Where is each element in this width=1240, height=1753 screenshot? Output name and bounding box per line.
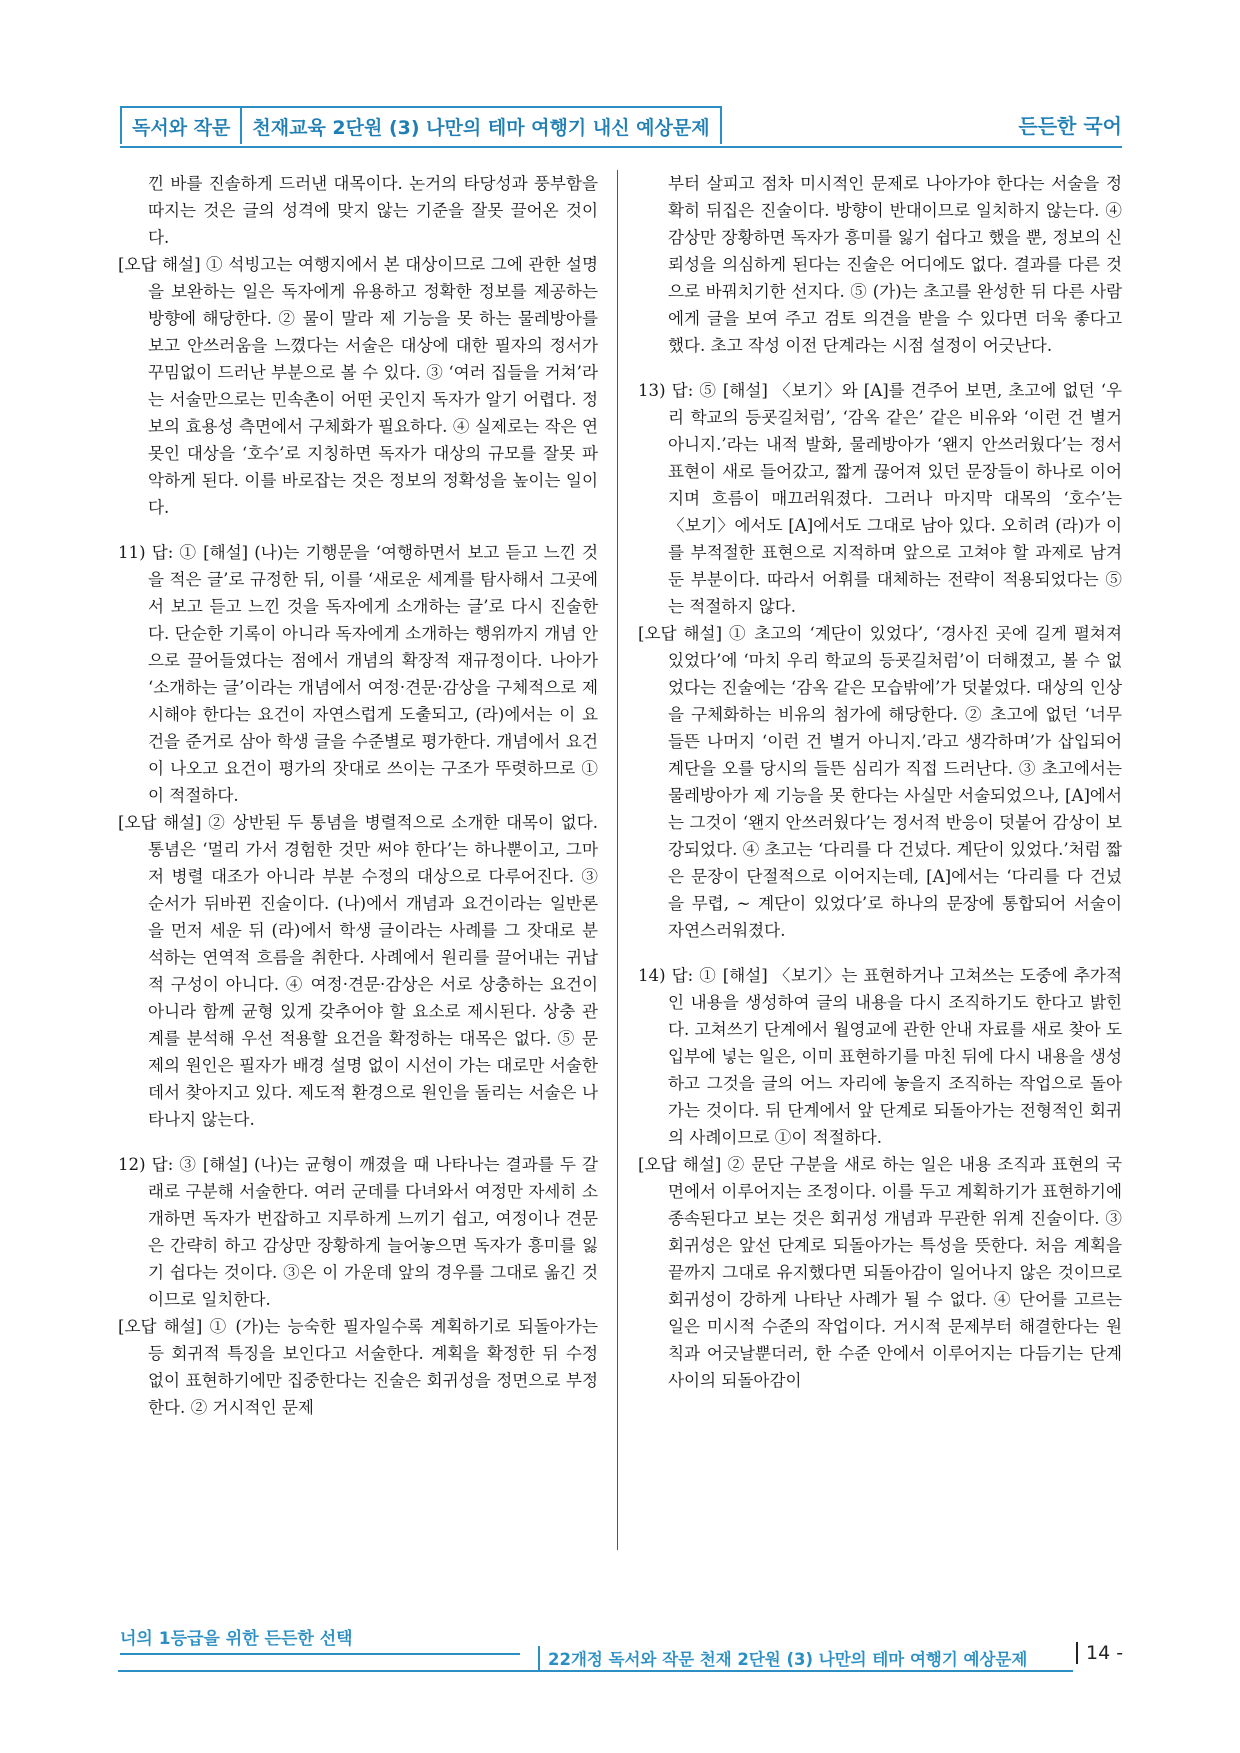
paragraph: [오답 해설] ② 상반된 두 통념을 병렬적으로 소개한 대목이 없다. 통념은 ‘멀리 가서 경험한 것만 써야 한다’는 하나뿐이고, 그마저 병렬 대조가 아니라 부분 수정의 대상으로 다루어진다. ③ 순서가 뒤바뀐 진술이다. (나)에서 개념과 요건이라는 일반론을 먼저 세운 뒤 (라)에서 학생 글이라는 사례를 그 잣대로 분석하는 연역적 흐름을 취한다. 사례에서 원리를 끌어내는 귀납적 구성이 아니다. ④ 여정·견문·감상은 서로 상충하는 요건이 아니라 함께 균형 있게 갖추어야 할 요소로 제시된다. 상충 관계를 분석해 우선 적용할 요건을 확정하는 대목은 없다. ⑤ 문제의 원인은 필자가 배경 설명 없이 시선이 가는 대로만 서술한 데서 찾아지고 있다. 제도적 환경으로 원인을 돌리는 서술은 나타나지 않는다. xyxy=(118,813,598,1129)
paragraph: 11) 답: ① [해설] (나)는 기행문을 ‘여행하면서 보고 듣고 느낀 것을 적은 글’로 규정한 뒤, 이를 ‘새로운 세계를 탐사해서 그곳에서 보고 듣고 느낀 것을 독자에게 소개하는 글’로 다시 진술한다. 단순한 기록이 아니라 독자에게 소개하는 행위까지 개념 안으로 끌어들였다는 점에서 개념의 확장적 재규정이다. 나아가 ‘소개하는 글’이라는 개념에서 여정·견문·감상을 구체적으로 제시해야 한다는 요건이 자연스럽게 도출되고, (라)에서는 이 요건을 준거로 삼아 학생 글을 수준별로 평가한다. 개념에서 요건이 나오고 요건이 평가의 잣대로 쓰이는 구조가 뚜렷하므로 ①이 적절하다. xyxy=(118,543,598,805)
paragraph: 낀 바를 진솔하게 드러낸 대목이다. 논거의 타당성과 풍부함을 따지는 것은 글의 성격에 맞지 않는 기준을 잘못 끌어온 것이다. xyxy=(148,174,598,247)
footer-rule xyxy=(118,1670,1073,1672)
paragraph: [오답 해설] ① (가)는 능숙한 필자일수록 계획하기로 되돌아가는 등 회귀적 특징을 보인다고 서술한다. 계획을 확정한 뒤 수정 없이 표현하기에만 집중한다는 진술은 회귀성을 정면으로 부정한다. ② 거시적인 문제 xyxy=(118,1317,598,1417)
document-title: 천재교육 2단원 (3) 나만의 테마 여행기 내신 예상문제 xyxy=(252,116,710,139)
header-title-box xyxy=(120,106,722,144)
subject-label: 독서와 작문 xyxy=(132,116,231,139)
paragraph: [오답 해설] ② 문단 구분을 새로 하는 일은 내용 조직과 표현의 국면에서 이루어지는 조정이다. 이를 두고 계획하기가 표현하기에 종속된다고 보는 것은 회귀성 개념과 무관한 위계 진술이다. ③ 회귀성은 앞선 단계로 되돌아가는 특성을 뜻한다. 처음 계획을 끝까지 그대로 유지했다면 되돌아감이 일어나지 않은 것이므로 회귀성이 강하게 나타난 사례가 될 수 없다. ④ 단어를 고르는 일은 미시적 수준의 작업이다. 거시적 문제부터 해결한다는 원칙과 어긋날뿐더러, 한 수준 안에서 이루어지는 다듬기는 단계 사이의 되돌아감이 xyxy=(638,1155,1122,1390)
paragraph: [오답 해설] ① 석빙고는 여행지에서 본 대상이므로 그에 관한 설명을 보완하는 일은 독자에게 유용하고 정확한 정보를 제공하는 방향에 해당한다. ② 물이 말라 제 기능을 못 하는 물레방아를 보고 안쓰러움을 느꼈다는 서술은 대상에 대한 필자의 정서가 꾸밈없이 드러난 부분으로 볼 수 있다. ③ ‘여러 집들을 거쳐’라는 서술만으로는 민속촌이 어떤 곳인지 독자가 알기 어렵다. 정보의 효용성 측면에서 구체화가 필요하다. ④ 실제로는 작은 연못인 대상을 ‘호수’로 지칭하면 독자가 대상의 규모를 잘못 파악하게 된다. 이를 바로잡는 것은 정보의 정확성을 높이는 일이다. xyxy=(118,255,598,517)
paragraph: 부터 살피고 점차 미시적인 문제로 나아가야 한다는 서술을 정확히 뒤집은 진술이다. 방향이 반대이므로 일치하지 않는다. ④ 감상만 장황하면 독자가 흥미를 잃기 쉽다고 했을 뿐, 정보의 신뢰성을 의심하게 된다는 진술은 어디에도 없다. 결과를 다른 것으로 바꿔치기한 선지다. ⑤ (가)는 초고를 완성한 뒤 다른 사람에게 글을 보여 주고 검토 의견을 받을 수 있다면 더욱 좋다고 했다. 초고 작성 이전 단계라는 시점 설정이 어긋난다. xyxy=(668,174,1122,355)
right-column xyxy=(638,170,1122,1394)
footer-title: 22개정 독서와 작문 천재 2단원 (3) 나만의 테마 여행기 예상문제 xyxy=(538,1646,1027,1670)
paragraph: 13) 답: ⑤ [해설] 〈보기〉와 [A]를 견주어 보면, 초고에 없던 ‘우리 학교의 등굣길처럼’, ‘감옥 같은’ 같은 비유와 ‘이런 건 별거 아니지.’라는 내적 발화, 물레방아가 ‘왠지 안쓰러웠다’는 정서 표현이 새로 들어갔고, 짧게 끊어져 있던 문장들이 하나로 이어지며 흐름이 매끄러워졌다. 그러나 마지막 대목의 ‘호수’는 〈보기〉에서도 [A]에서도 그대로 남아 있다. 오히려 (라)가 이를 부적절한 표현으로 지적하며 앞으로 고쳐야 할 과제로 남겨 둔 부분이다. 따라서 어휘를 대체하는 전략이 적용되었다는 ⑤는 적절하지 않다. xyxy=(638,381,1122,616)
paragraph: 14) 답: ① [해설] 〈보기〉는 표현하거나 고쳐쓰는 도중에 추가적인 내용을 생성하여 글의 내용을 다시 조직하기도 한다고 밝힌다. 고쳐쓰기 단계에서 월영교에 관한 안내 자료를 새로 찾아 도입부에 넣는 일은, 이미 표현하기를 마친 뒤에 다시 내용을 생성하고 그것을 글의 어느 자리에 놓을지 조직하는 작업으로 돌아가는 것이다. 뒤 단계에서 앞 단계로 되돌아가는 전형적인 회귀의 사례이므로 ①이 적절하다. xyxy=(638,966,1122,1147)
page-footer xyxy=(118,1624,1122,1674)
paragraph: 12) 답: ③ [해설] (나)는 균형이 깨졌을 때 나타나는 결과를 두 갈래로 구분해 서술한다. 여러 군데를 다녀와서 여정만 자세히 소개하면 독자가 번잡하고 지루하게 느끼기 쉽고, 여정이나 견문은 간략히 하고 감상만 장황하게 늘어놓으면 독자가 흥미를 잃기 쉽다는 것이다. ③은 이 가운데 앞의 경우를 그대로 옮긴 것이므로 일치한다. xyxy=(118,1155,598,1309)
page-number: 14 - xyxy=(1076,1642,1123,1664)
page-header xyxy=(120,106,1122,148)
column-divider xyxy=(617,170,618,1550)
brand-label: 든든한 국어 xyxy=(1018,114,1122,138)
paragraph: [오답 해설] ① 초고의 ‘계단이 있었다’, ‘경사진 곳에 길게 펼쳐져 있었다’에 ‘마치 우리 학교의 등굣길처럼’이 더해졌고, 볼 수 없었다는 진술에는 ‘감옥 같은 모습밖에’가 덧붙었다. 대상의 인상을 구체화하는 비유의 첨가에 해당한다. ② 초고에 없던 ‘너무 들뜬 나머지 ‘이런 건 별거 아니지.’라고 생각하며’가 삽입되어 계단을 오를 당시의 들뜬 심리가 직접 드러난다. ③ 초고에서는 물레방아가 제 기능을 못 한다는 사실만 서술되었으나, [A]에서는 그것이 ‘왠지 안쓰러웠다’는 정서적 반응이 덧붙어 감상이 보강되었다. ④ 초고는 ‘다리를 다 건넜다. 계단이 있었다.’처럼 짧은 문장이 단절적으로 이어지는데, [A]에서는 ‘다리를 다 건넜을 무렵, ~ 계단이 있었다’로 하나의 문장에 통합되어 서술이 자연스러워졌다. xyxy=(638,624,1122,940)
left-column xyxy=(118,170,598,1421)
footer-slogan: 너의 1등급을 위한 든든한 선택 xyxy=(120,1624,520,1655)
